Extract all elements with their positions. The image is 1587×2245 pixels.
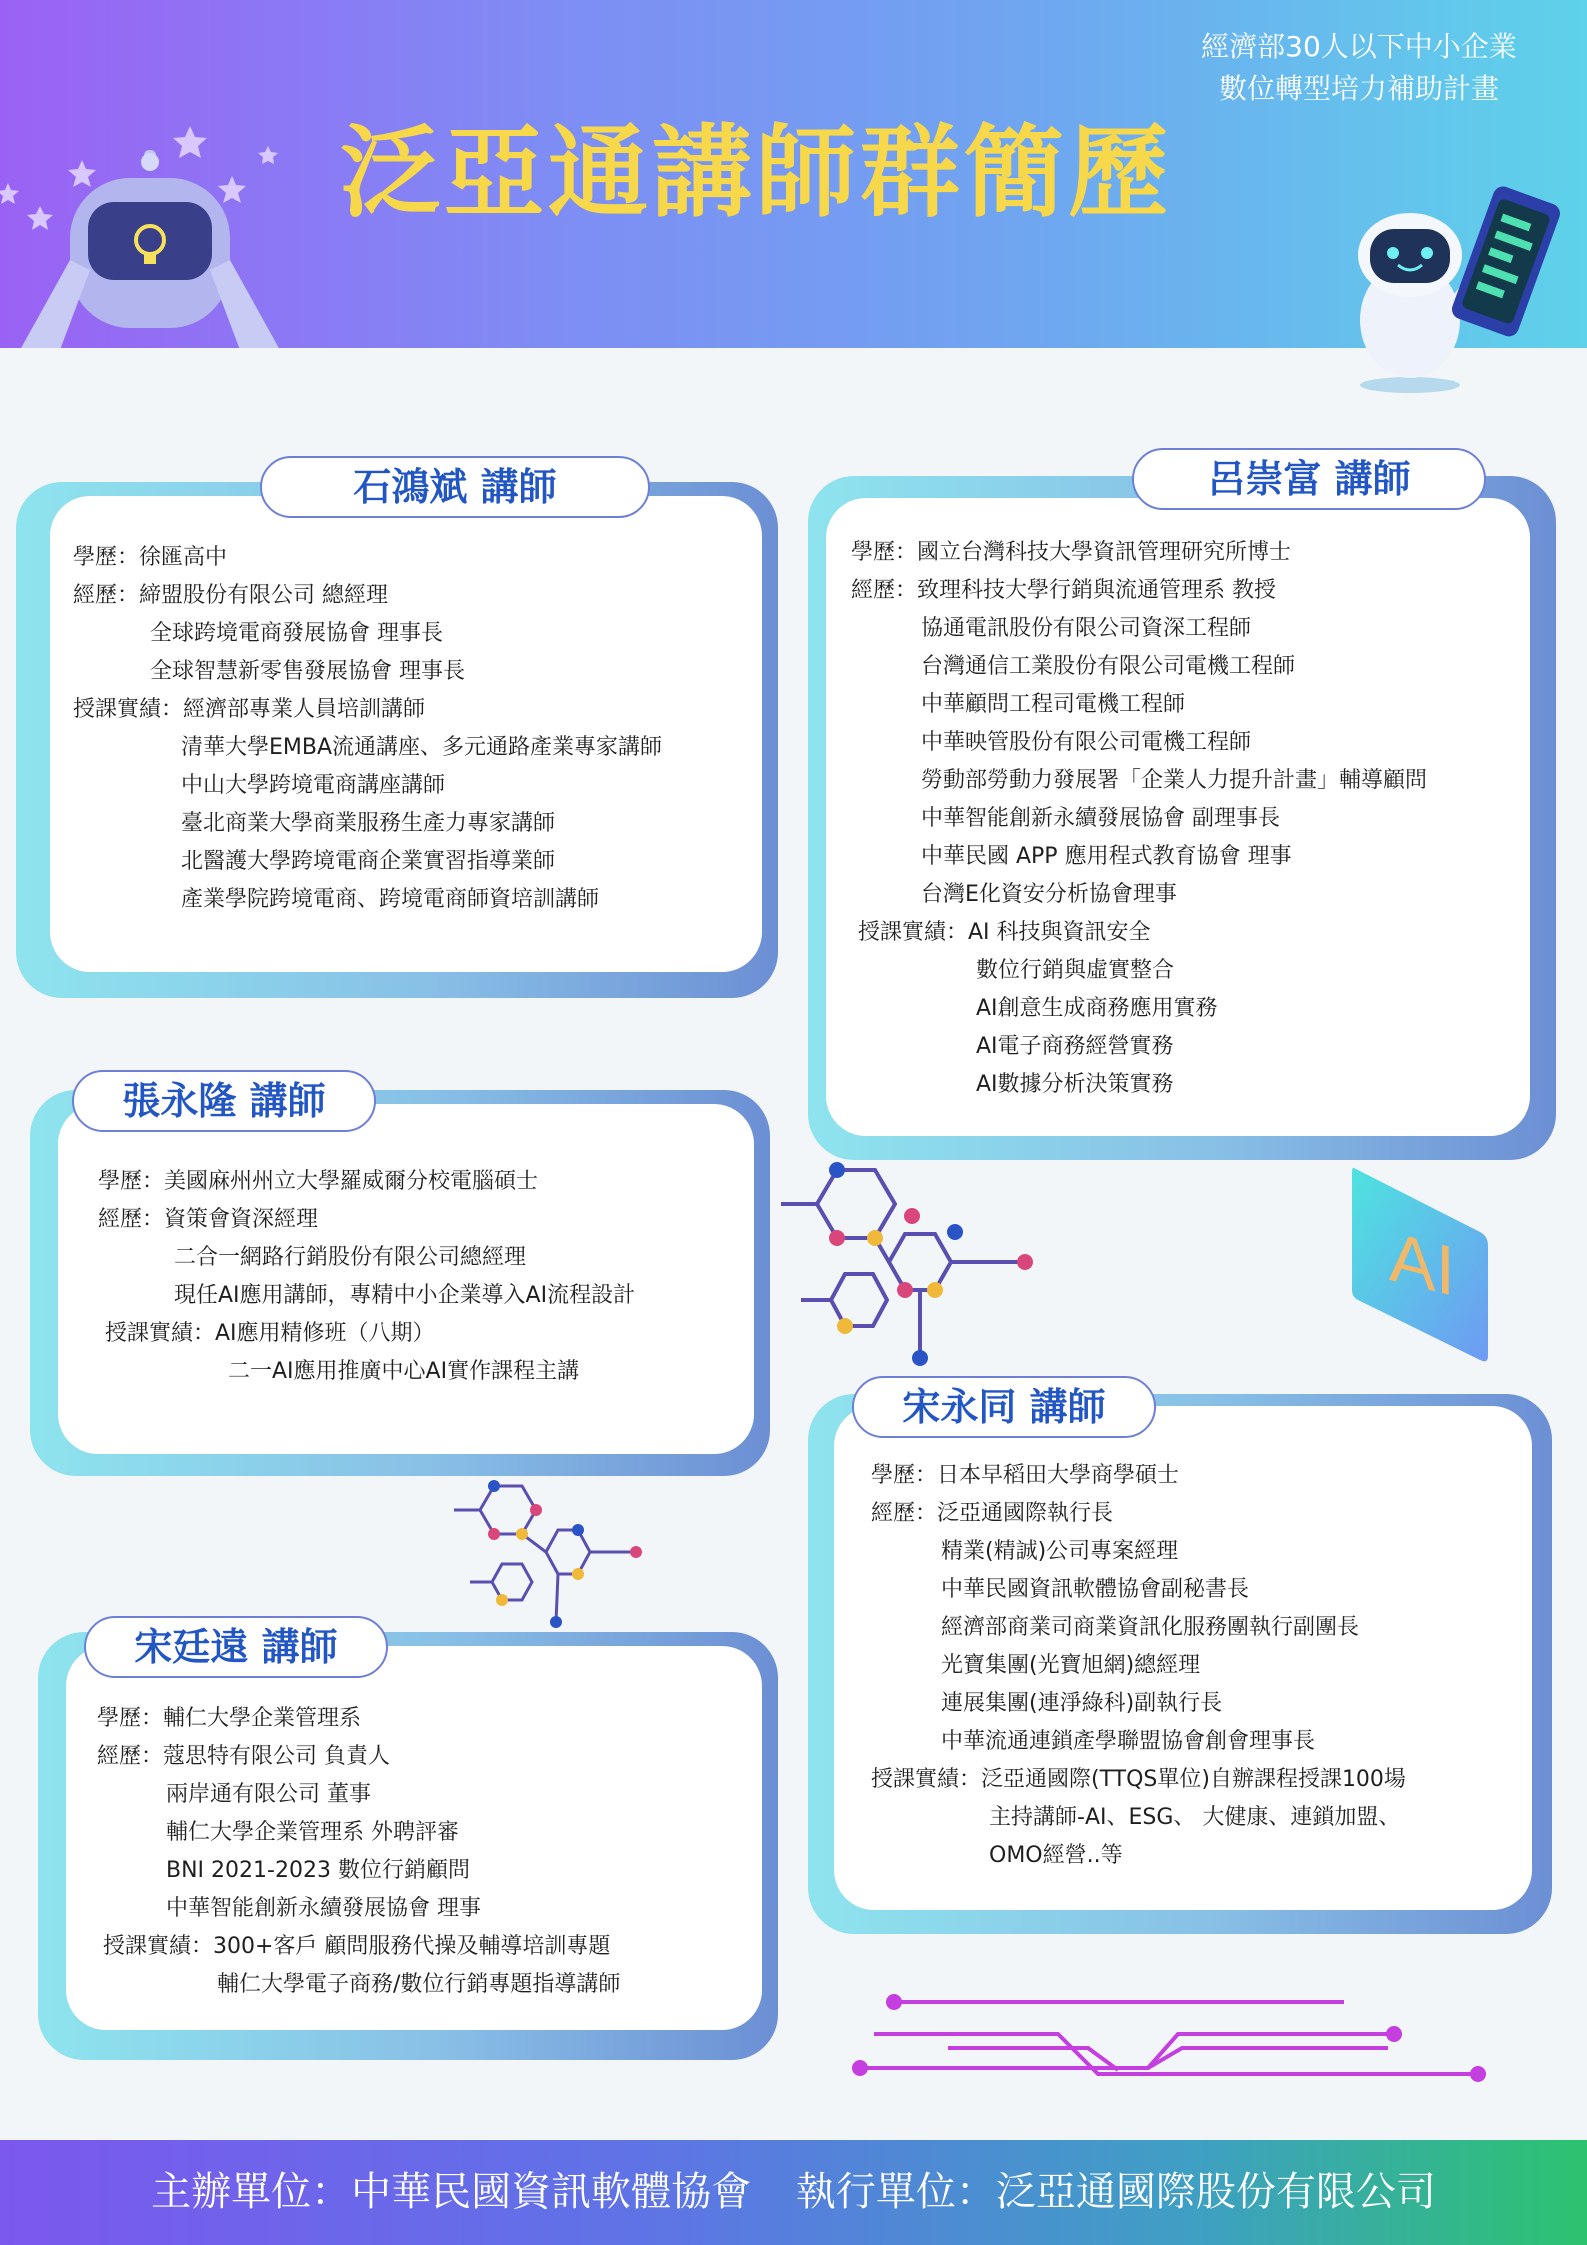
instructor-bio <box>98 1163 635 1391</box>
bio-line: 主持講師-AI、ESG、 大健康、連鎖加盟、 <box>989 1805 1401 1830</box>
bio-line: 中華民國 APP 應用程式教育協會 理事 <box>921 844 1292 869</box>
bio-line: 學歷：美國麻州州立大學羅威爾分校電腦碩士 <box>98 1169 539 1194</box>
instructor-bio <box>97 1700 620 2004</box>
ai-badge-icon <box>1350 1160 1490 1365</box>
bio-line: 中華映管股份有限公司電機工程師 <box>921 730 1252 755</box>
bio-line: 中華流通連鎖產學聯盟協會創會理事長 <box>941 1729 1316 1754</box>
bio-line: 二一AI應用推廣中心AI實作課程主講 <box>228 1359 580 1384</box>
bio-line: 經歷：資策會資深經理 <box>98 1207 319 1232</box>
bio-line: 學歷：輔仁大學企業管理系 <box>97 1706 362 1731</box>
molecule-decoration <box>775 1160 1035 1380</box>
program-name <box>1159 26 1559 110</box>
bio-line: AI電子商務經營實務 <box>976 1034 1174 1059</box>
bio-line: 授課實績：AI 科技與資訊安全 <box>858 920 1151 945</box>
page-title: 泛亞通講師群簡歷 <box>340 114 1172 231</box>
bio-line: AI數據分析決策實務 <box>976 1072 1174 1097</box>
bio-line: 現任AI應用講師，專精中小企業導入AI流程設計 <box>174 1283 636 1308</box>
instructor-card-zhang <box>30 1079 770 1476</box>
bio-line: 經濟部商業司商業資訊化服務團執行副團長 <box>941 1615 1360 1640</box>
bio-line: 經歷：蔻思特有限公司 負責人 <box>97 1744 390 1769</box>
bio-line: OMO經營..等 <box>989 1843 1123 1868</box>
bio-line: BNI 2021-2023 數位行銷顧問 <box>166 1858 470 1883</box>
footer-banner <box>0 2140 1587 2245</box>
instructor-bio <box>871 1457 1406 1875</box>
bio-line: 授課實績：AI應用精修班（八期） <box>105 1321 435 1346</box>
robot-lightbulb-icon <box>20 150 280 348</box>
bio-line: 數位行銷與虛實整合 <box>976 958 1175 983</box>
instructor-name: 宋廷遠 講師 <box>84 1616 388 1678</box>
bio-line: 精業(精誠)公司專案經理 <box>941 1539 1179 1564</box>
instructor-name: 宋永同 講師 <box>852 1376 1156 1438</box>
bio-line: 清華大學EMBA流通講座、多元通路產業專家講師 <box>181 735 663 760</box>
bio-line: 台灣E化資安分析協會理事 <box>921 882 1177 907</box>
bio-line: 全球智慧新零售發展協會 理事長 <box>150 659 465 684</box>
instructor-card-shi <box>16 465 778 998</box>
bio-line: 經歷：泛亞通國際執行長 <box>871 1501 1114 1526</box>
bio-line: 經歷：締盟股份有限公司 總經理 <box>73 583 388 608</box>
bio-line: 輔仁大學企業管理系 外聘評審 <box>166 1820 459 1845</box>
bio-line: 授課實績：300+客戶 顧問服務代操及輔導培訓專題 <box>103 1934 611 1959</box>
bio-line: 輔仁大學電子商務/數位行銷專題指導講師 <box>217 1972 621 1997</box>
instructor-name: 張永隆 講師 <box>72 1070 376 1132</box>
bio-line: 光寶集團(光寶旭網)總經理 <box>941 1653 1201 1678</box>
instructor-bio <box>851 534 1427 1104</box>
bio-line: 全球跨境電商發展協會 理事長 <box>150 621 443 646</box>
bio-line: 產業學院跨境電商、跨境電商師資培訓講師 <box>181 887 600 912</box>
bio-line: 台灣通信工業股份有限公司電機工程師 <box>921 654 1296 679</box>
executor-text: 執行單位：泛亞通國際股份有限公司 <box>795 2169 1436 2215</box>
organizer-text: 主辦單位：中華民國資訊軟體協會 <box>151 2169 752 2215</box>
bio-line: 連展集團(連淨綠科)副執行長 <box>941 1691 1223 1716</box>
program-line-1: 經濟部30人以下中小企業 <box>1201 30 1517 63</box>
bio-line: 協通電訊股份有限公司資深工程師 <box>921 616 1252 641</box>
instructor-card-song-yt <box>808 1385 1552 1934</box>
bio-line: 中華民國資訊軟體協會副秘書長 <box>941 1577 1250 1602</box>
bio-line: 臺北商業大學商業服務生產力專家講師 <box>181 811 556 836</box>
instructor-card-song-ty <box>38 1625 778 2060</box>
circuit-lines-decoration <box>848 1990 1508 2100</box>
instructor-card-lu <box>808 457 1556 1160</box>
program-line-2: 數位轉型培力補助計畫 <box>1218 72 1499 105</box>
bio-line: 中華智能創新永續發展協會 副理事長 <box>921 806 1280 831</box>
molecule-decoration-small <box>450 1478 650 1648</box>
bio-line: 中華顧問工程司電機工程師 <box>921 692 1186 717</box>
bio-line: 學歷：日本早稻田大學商學碩士 <box>871 1463 1180 1488</box>
instructor-name: 呂崇富 講師 <box>1132 448 1486 510</box>
bio-line: 中山大學跨境電商講座講師 <box>181 773 446 798</box>
robot-phone-icon <box>1330 185 1560 395</box>
bio-line: 學歷：徐匯高中 <box>73 545 228 570</box>
bio-line: AI創意生成商務應用實務 <box>976 996 1218 1021</box>
bio-line: 經歷：致理科技大學行銷與流通管理系 教授 <box>851 578 1276 603</box>
bio-line: 中華智能創新永續發展協會 理事 <box>166 1896 481 1921</box>
instructor-bio <box>73 539 662 919</box>
bio-line: 學歷：國立台灣科技大學資訊管理研究所博士 <box>851 540 1292 565</box>
bio-line: 二合一網路行銷股份有限公司總經理 <box>174 1245 527 1270</box>
bio-line: 授課實績：泛亞通國際(TTQS單位)自辦課程授課100場 <box>871 1767 1406 1792</box>
instructor-name: 石鴻斌 講師 <box>260 456 650 518</box>
ai-badge-label: AI <box>1388 1217 1456 1312</box>
bio-line: 授課實績：經濟部專業人員培訓講師 <box>73 697 426 722</box>
bio-line: 兩岸通有限公司 董事 <box>166 1782 371 1807</box>
bio-line: 勞動部勞動力發展署「企業人力提升計畫」輔導顧問 <box>921 768 1428 793</box>
bio-line: 北醫護大學跨境電商企業實習指導業師 <box>181 849 556 874</box>
